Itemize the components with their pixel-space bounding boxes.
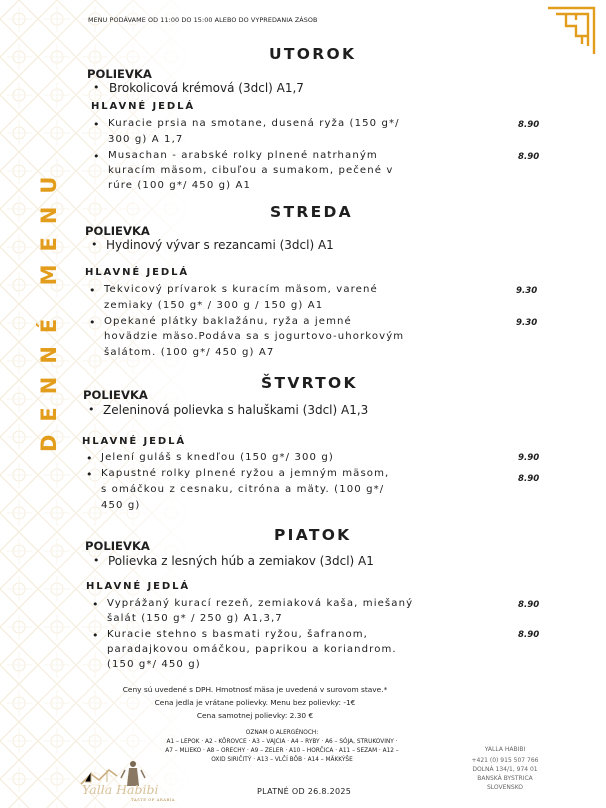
contact-phone[interactable]: +421 (0) 915 507 766 — [471, 757, 539, 764]
dish-line: Jelení guláš s knedľou (150 g*/ 300 g) — [101, 452, 334, 463]
contact-city: BANSKÁ BYSTRICA — [477, 775, 533, 782]
allergen-title: OZNAM O ALERGÉNOCH: — [245, 730, 319, 736]
bullet-icon: • — [92, 598, 99, 611]
day-heading-utorok: UTOROK — [269, 45, 357, 63]
soup-label: POLIEVKA — [85, 539, 150, 553]
mains-label: HLAVNÉ JEDLÁ — [91, 101, 195, 112]
mains-label: HLAVNÉ JEDLÁ — [85, 267, 189, 278]
price-note: Cena jedla je vrátane polievky. Menu bez polievky: -1€ — [154, 698, 356, 707]
dish-line: paradajkovou omáčkou, paprikou a koriandrom. — [107, 644, 397, 655]
serving-notice: MENU PODÁVAME OD 11:00 DO 15:00 ALEBO DO VYPREDANIA ZÁSOB — [88, 16, 318, 24]
dish-line: šalát (150 g* / 250 g) A1,3,7 — [107, 613, 283, 624]
contact-address: DOLNÁ 134/1, 974 01 — [472, 766, 538, 773]
soup-label: POLIEVKA — [87, 67, 152, 81]
logo-name: Yalla Habibi — [82, 782, 159, 797]
bullet-icon: • — [93, 81, 100, 94]
contact-country: SLOVENSKO — [486, 784, 524, 791]
bullet-icon: • — [93, 118, 100, 131]
bullet-icon: • — [93, 554, 100, 567]
bullet-icon: • — [91, 238, 98, 251]
dish-line: Kuracie prsia na smotane, dusená ryža (150 g*/ — [108, 118, 400, 129]
dish-price: 8.90 — [518, 630, 540, 640]
soup-item: Brokolicová krémová (3dcl) A1,7 — [109, 81, 304, 95]
bullet-icon: • — [86, 468, 93, 481]
allergen-line: A7 – MLIEKO · A8 – ORECHY · A9 – ZELER · A10 – HORČICA · A11 – SEZAM · A12 – — [165, 748, 399, 754]
dish-line: zemiaky (150 g* / 300 g / 150 g) A1 — [104, 300, 324, 311]
day-heading-streda: STREDA — [270, 203, 353, 221]
bullet-icon: • — [89, 316, 96, 329]
soup-label: POLIEVKA — [85, 224, 150, 238]
mains-label: HLAVNÉ JEDLÁ — [82, 436, 186, 447]
dish-price: 8.90 — [518, 152, 540, 162]
dish-line: Tekvicový prívarok s kuracím mäsom, varené — [104, 284, 378, 295]
dish-price: 8.90 — [518, 120, 540, 130]
dish-line: Kapustné rolky plnené ryžou a jemným mäsom, — [101, 468, 390, 479]
dish-line: hovädzie mäso.Podáva sa s jogurtovo-uhorkovým — [104, 331, 405, 342]
dish-line: Kuracie stehno s basmati ryžou, šafranom, — [107, 629, 368, 640]
dish-line: rúre (100 g*/ 450 g) A1 — [108, 180, 252, 191]
logo-tagline: TASTE OF ARABIA — [131, 797, 176, 802]
price-note: Ceny sú uvedené s DPH. Hmotnosť mäsa je uvedená v surovom stave.* — [122, 685, 388, 694]
bullet-icon: • — [92, 629, 99, 642]
dish-price: 8.90 — [518, 600, 540, 610]
soup-label: POLIEVKA — [83, 388, 148, 402]
allergen-line: A1 – LEPOK · A2 - KÔROVCE · A3 – VAJCIA · A4 – RYBY · A6 – SÓJA, STRUKOVINY · — [166, 739, 398, 745]
soup-item: Polievka z lesných húb a zemiakov (3dcl) A1 — [108, 554, 374, 568]
dish-line: 300 g) A 1,7 — [108, 134, 184, 145]
dish-line: šalátom. (100 g*/ 450 g) A7 — [104, 347, 275, 358]
dish-line: s omáčkou z cesnaku, citróna a mäty. (100 g*/ — [101, 484, 385, 495]
bullet-icon: • — [89, 284, 96, 297]
dish-price: 9.90 — [518, 453, 540, 463]
soup-item: Zeleninová polievka s haluškami (3dcl) A1,3 — [103, 403, 369, 417]
dish-line: 450 g) — [101, 500, 141, 511]
dish-line: (150 g*/ 450 g) — [107, 659, 201, 670]
side-title: DENNÉ MENU — [37, 163, 61, 452]
soup-item: Hydinový vývar s rezancami (3dcl) A1 — [106, 238, 334, 252]
bullet-icon: • — [86, 452, 93, 465]
validity-date: PLATNÉ OD 26.8.2025 — [257, 787, 352, 796]
price-note: Cena samotnej polievky: 2.30 € — [196, 711, 314, 720]
corner-ornament-icon — [546, 4, 598, 56]
dish-price: 8.90 — [518, 474, 540, 484]
contact-name: YALLA HABIBI — [484, 746, 526, 753]
day-heading-piatok: PIATOK — [274, 526, 352, 544]
dish-line: Musachan - arabské rolky plnené natrhaným — [108, 150, 378, 161]
dish-line: kuracím mäsom, cibuľou a sumakom, pečené v — [108, 165, 394, 176]
dish-line: Vyprážaný kurací rezeň, zemiaková kaša, miešaný — [107, 598, 414, 609]
day-heading-stvrtok: ŠTVRTOK — [261, 374, 358, 392]
bullet-icon: • — [88, 403, 95, 416]
dish-price: 9.30 — [516, 318, 538, 328]
dish-line: Opekané plátky baklažánu, ryža a jemné — [104, 316, 352, 327]
mains-label: HLAVNÉ JEDLÁ — [86, 581, 190, 592]
bullet-icon: • — [93, 150, 100, 163]
allergen-line: OXID SIRIČITÝ · A13 – VLČÍ BÔB · A14 – MÄKKÝŠE — [211, 757, 353, 763]
dish-price: 9.30 — [516, 286, 538, 296]
